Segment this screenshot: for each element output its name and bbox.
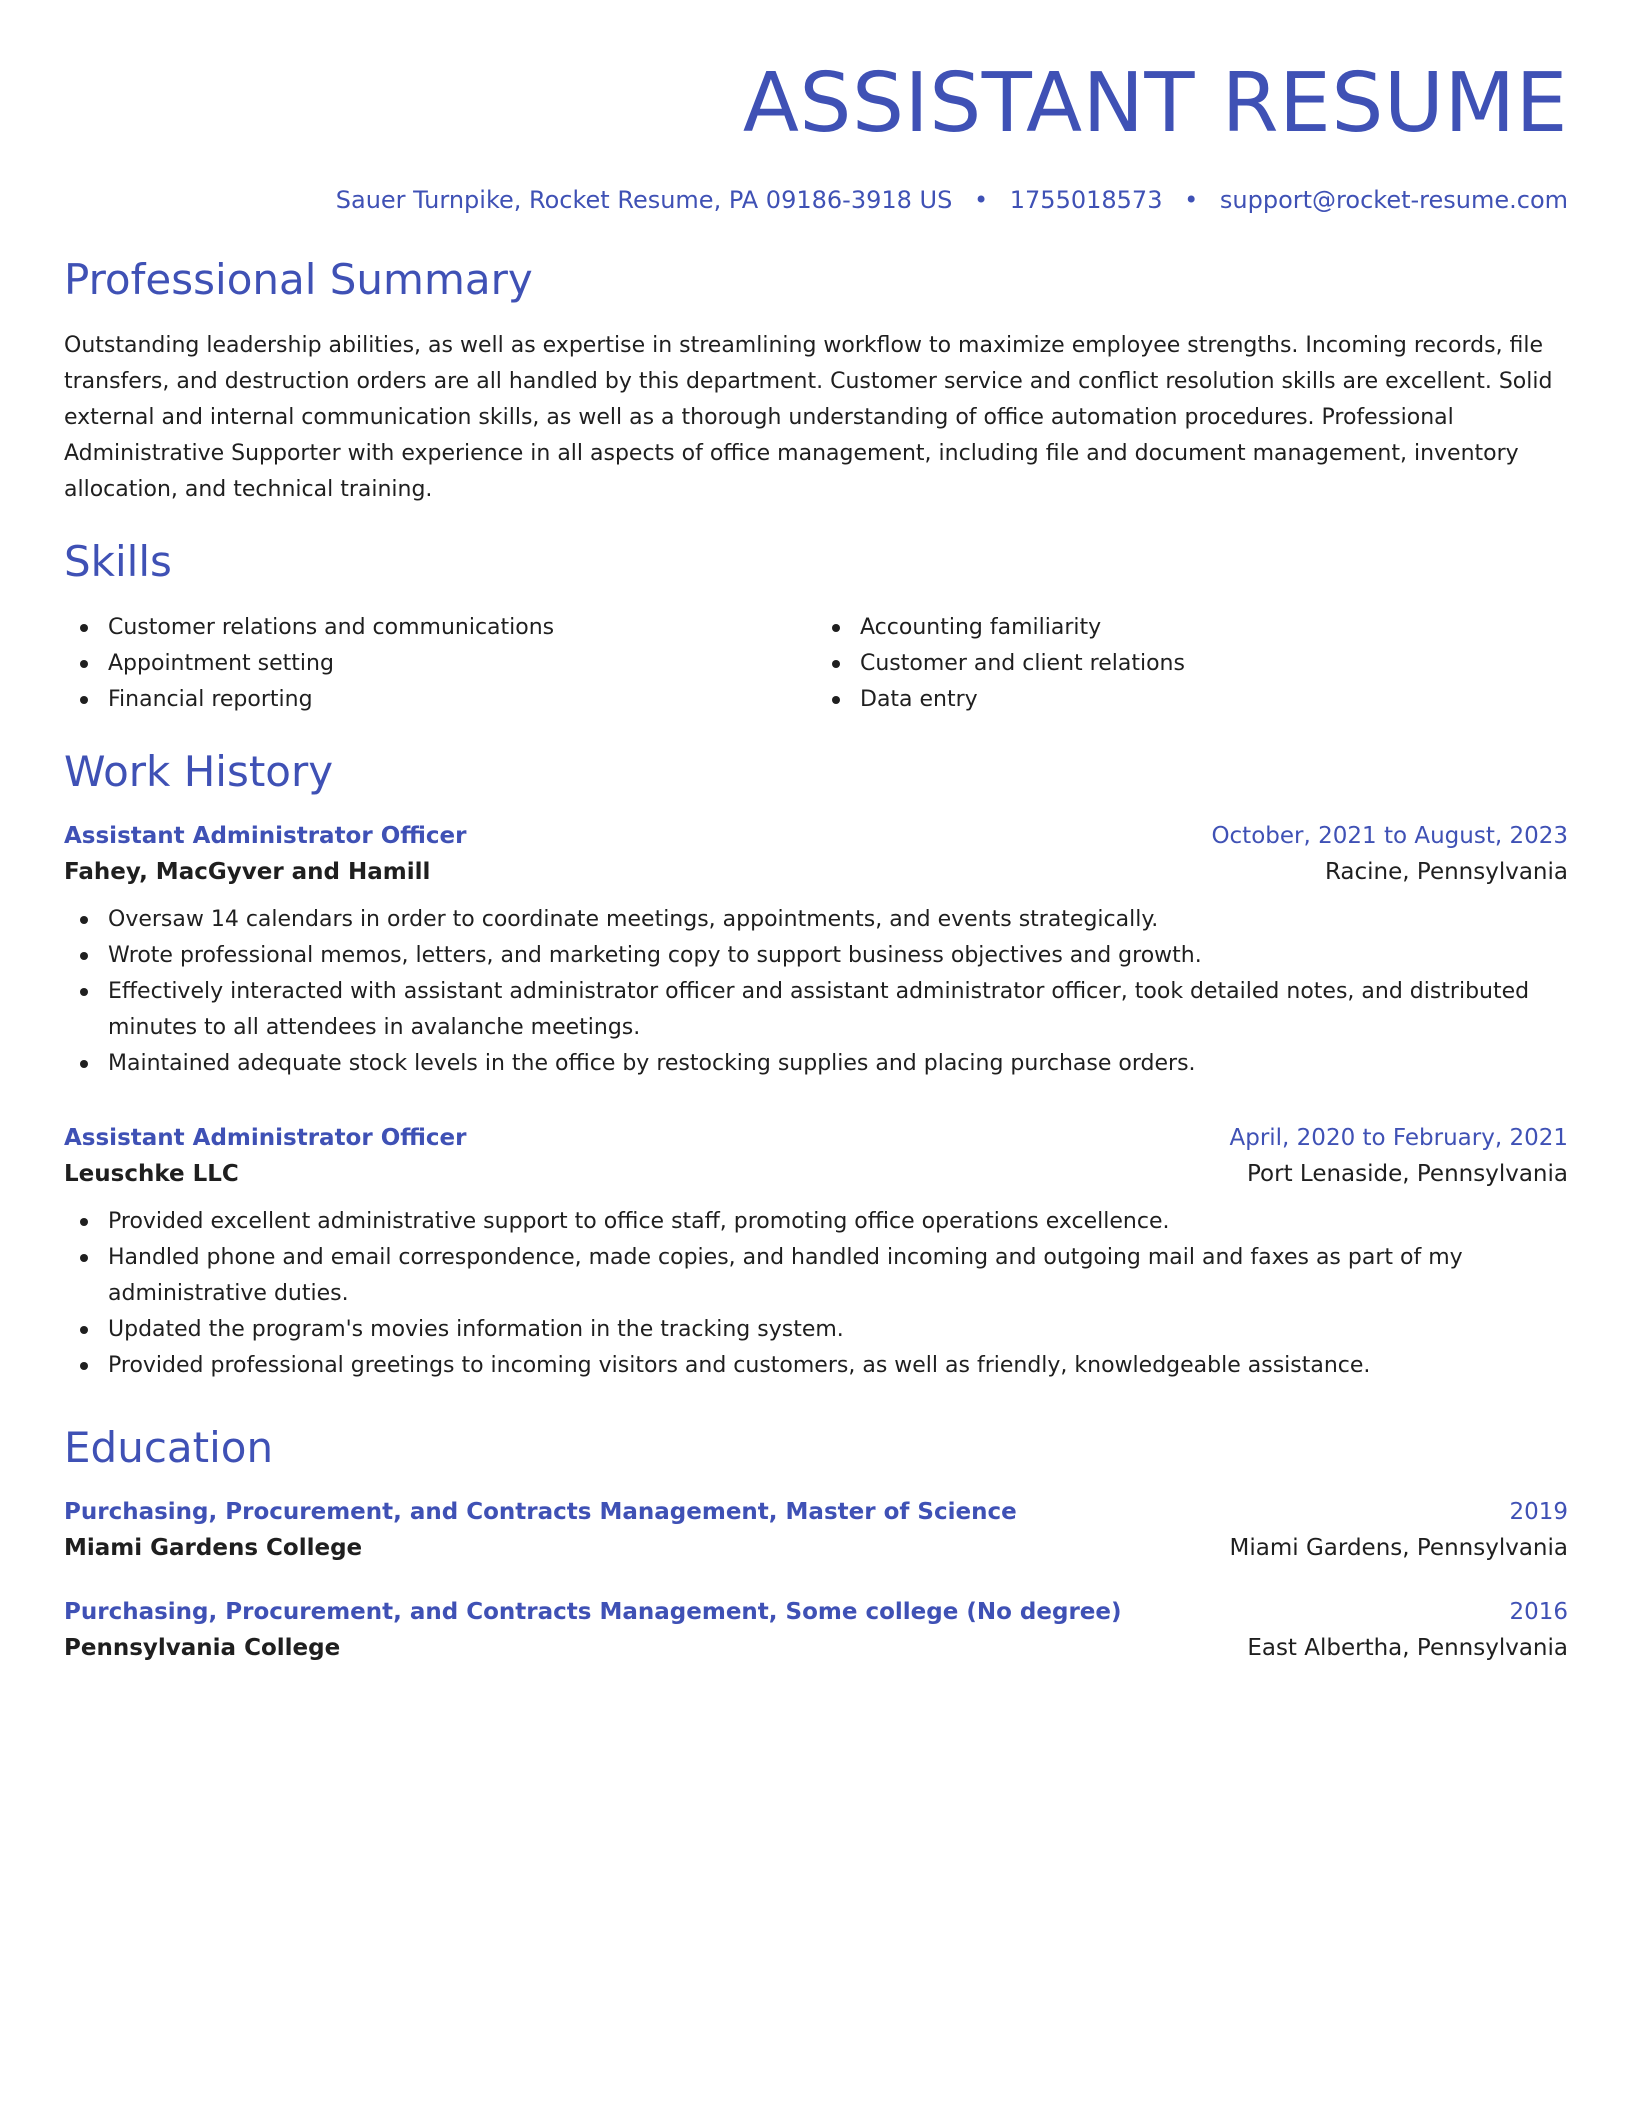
job-bullet: Effectively interacted with assistant administrator officer and assistant administrator officer, took detailed notes, and distributed minutes to all attendees in avalanche meetings. [64, 974, 1568, 1046]
job-bullets [64, 902, 1568, 1082]
job-title: Assistant Administrator Officer [64, 1125, 467, 1151]
job-bullet: Maintained adequate stock levels in the office by restocking supplies and placing purchase orders. [64, 1046, 1568, 1082]
job-employer-row [64, 854, 1568, 890]
job-location: Port Lenaside, Pennsylvania [1247, 1161, 1568, 1187]
education-school-row [64, 1530, 1568, 1566]
job-title: Assistant Administrator Officer [64, 823, 467, 849]
education-degree: Purchasing, Procurement, and Contracts Management, Master of Science [64, 1499, 1017, 1525]
job-bullets [64, 1204, 1568, 1384]
job-bullet: Updated the program's movies information in the tracking system. [64, 1312, 1568, 1348]
summary-section [64, 254, 1568, 508]
education-entry [64, 1494, 1568, 1566]
work-history-section [64, 746, 1568, 1384]
education-entry [64, 1594, 1568, 1666]
education-degree-row [64, 1594, 1568, 1630]
education-year: 2016 [1509, 1599, 1568, 1625]
job-bullet: Provided professional greetings to incoming visitors and customers, as well as friendly, knowledgeable assistance. [64, 1348, 1568, 1384]
job-entry [64, 1120, 1568, 1384]
contact-line [64, 184, 1568, 216]
job-bullet: Provided excellent administrative support to office staff, promoting office operations excellence. [64, 1204, 1568, 1240]
job-employer: Leuschke LLC [64, 1161, 239, 1187]
education-school-row [64, 1630, 1568, 1666]
job-employer: Fahey, MacGyver and Hamill [64, 859, 431, 885]
contact-phone: 1755018573 [1009, 186, 1163, 214]
skills-section [64, 536, 1568, 718]
education-school: Miami Gardens College [64, 1535, 363, 1561]
resume-name: ASSISTANT RESUME [742, 56, 1568, 151]
summary-heading: Professional Summary [64, 255, 533, 304]
skills-column-left [64, 610, 816, 718]
summary-text: Outstanding leadership abilities, as well as expertise in streamlining workflow to maximize employee strengths. Incoming records, file transfers, and destruction orders are all handled by this department. Customer service and conflict resolution skills are excellent. Solid external and internal communication skills, as well as a thorough understanding of office automation procedures. Professional Administrative Supporter with experience in all aspects of office management, including file and document management, inventory allocation, and technical training. [64, 333, 1553, 502]
education-section [64, 1422, 1568, 1666]
contact-separator: • [973, 186, 989, 214]
job-dates: October, 2021 to August, 2023 [1211, 823, 1568, 849]
contact-email: support@rocket-resume.com [1219, 186, 1568, 214]
job-dates: April, 2020 to February, 2021 [1229, 1125, 1568, 1151]
skill-item: Customer and client relations [816, 646, 1568, 682]
skill-item: Financial reporting [64, 682, 816, 718]
skill-item: Accounting familiarity [816, 610, 1568, 646]
skill-item: Customer relations and communications [64, 610, 816, 646]
education-heading: Education [64, 1423, 274, 1472]
education-location: Miami Gardens, Pennsylvania [1229, 1535, 1568, 1561]
contact-address: Sauer Turnpike, Rocket Resume, PA 09186-3918 US [335, 186, 953, 214]
education-degree: Purchasing, Procurement, and Contracts Management, Some college (No degree) [64, 1599, 1122, 1625]
education-location: East Albertha, Pennsylvania [1247, 1635, 1568, 1661]
work-history-heading: Work History [64, 747, 334, 796]
resume-header [64, 56, 1568, 216]
job-location: Racine, Pennsylvania [1324, 859, 1568, 885]
job-entry [64, 818, 1568, 1082]
skill-item: Appointment setting [64, 646, 816, 682]
job-title-row [64, 818, 1568, 854]
contact-separator: • [1184, 186, 1199, 214]
skills-heading: Skills [64, 537, 172, 586]
education-school: Pennsylvania College [64, 1635, 341, 1661]
job-bullet: Wrote professional memos, letters, and marketing copy to support business objectives and growth. [64, 938, 1568, 974]
job-employer-row [64, 1156, 1568, 1192]
skills-grid [64, 610, 1568, 718]
skill-item: Data entry [816, 682, 1568, 718]
job-bullet: Handled phone and email correspondence, made copies, and handled incoming and outgoing mail and faxes as part of my administrative duties. [64, 1240, 1568, 1312]
skills-column-right [816, 610, 1568, 718]
education-degree-row [64, 1494, 1568, 1530]
job-title-row [64, 1120, 1568, 1156]
education-year: 2019 [1509, 1499, 1568, 1525]
job-bullet: Oversaw 14 calendars in order to coordinate meetings, appointments, and events strategically. [64, 902, 1568, 938]
